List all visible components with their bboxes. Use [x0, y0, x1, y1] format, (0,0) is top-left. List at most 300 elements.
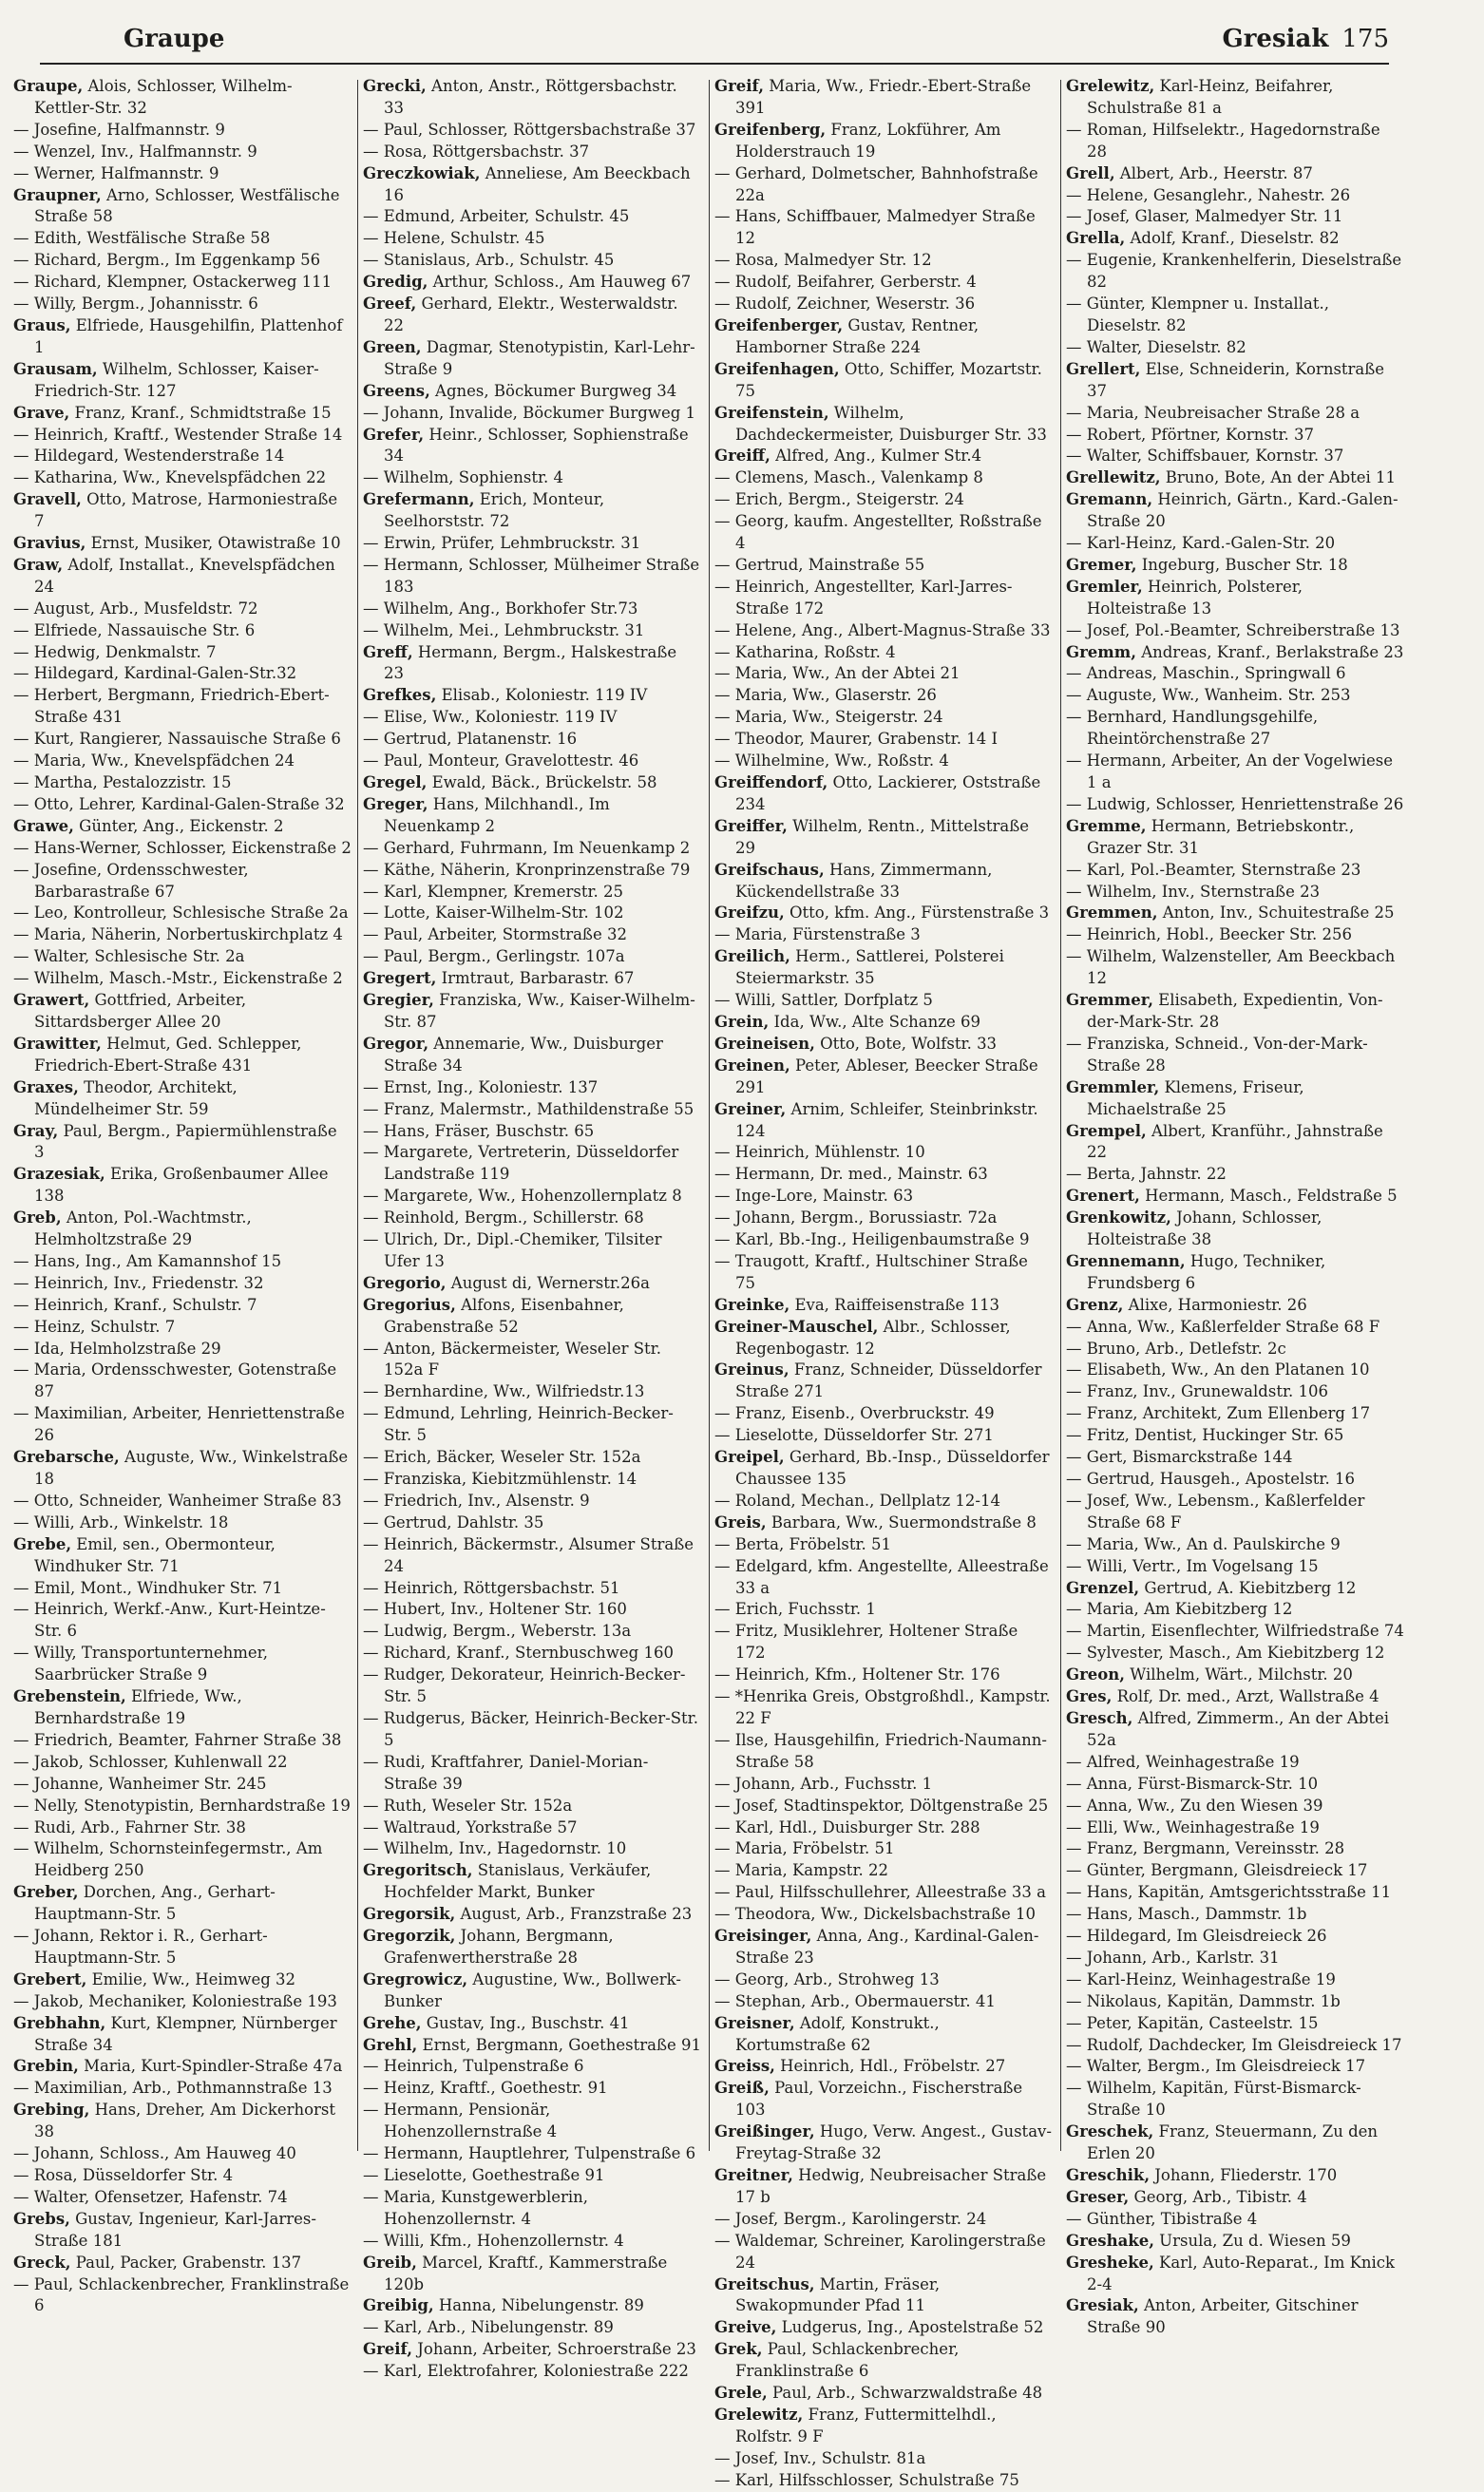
- directory-entry: [363, 1926, 701, 1969]
- entry-details: — Anna, Fürst-Bismarck-Str. 10: [1066, 1774, 1319, 1793]
- directory-entry: [714, 1556, 1053, 1600]
- entry-details: — Heinrich, Mühlenstr. 10: [714, 1143, 925, 1162]
- entry-details: Ida, Ww., Alte Schanze 69: [769, 1012, 980, 1031]
- directory-entry: [363, 882, 701, 904]
- directory-entry: [1066, 1381, 1404, 1403]
- directory-entry: [1066, 751, 1404, 794]
- directory-entry: [1066, 1860, 1404, 1882]
- entry-details: — Maria, Fröbelstr. 51: [714, 1839, 895, 1858]
- entry-details: Emilie, Ww., Heimweg 32: [86, 1969, 296, 1988]
- directory-entry: [1066, 228, 1404, 250]
- directory-entry: [363, 163, 701, 207]
- directory-entry: [363, 707, 701, 729]
- entry-details: — Paul, Arbeiter, Stormstraße 32: [363, 925, 627, 944]
- entry-surname: Gresch,: [1066, 1708, 1133, 1727]
- entry-details: — Karl, Pol.-Beamter, Sternstraße 23: [1066, 860, 1361, 879]
- entry-details: Hedwig, Neubreisacher Straße 17 b: [735, 2166, 1047, 2206]
- entry-details: — Auguste, Ww., Wanheim. Str. 253: [1066, 686, 1351, 705]
- directory-entry: [1066, 1534, 1404, 1556]
- entry-surname: Grausam,: [13, 359, 98, 378]
- entry-surname: Grella,: [1066, 229, 1126, 248]
- entry-details: — Wenzel, Inv., Halfmannstr. 9: [13, 142, 257, 161]
- directory-entry: [13, 2100, 352, 2143]
- entry-surname: Gremm,: [1066, 642, 1136, 661]
- directory-entry: [714, 272, 1053, 294]
- entry-details: — Erich, Bergm., Steigerstr. 24: [714, 490, 964, 509]
- entry-details: Herm., Sattlerei, Polsterei Steiermarkstr. 35: [735, 947, 1004, 988]
- directory-entry: [714, 2013, 1053, 2057]
- entry-details: — Heinrich, Röttgersbachstr. 51: [363, 1578, 620, 1597]
- entry-details: — Peter, Kapitän, Casteelstr. 15: [1066, 2013, 1319, 2032]
- directory-entry: [1066, 1186, 1404, 1208]
- directory-entry: [363, 2317, 701, 2339]
- entry-details: Annemarie, Ww., Duisburger Straße 34: [384, 1034, 663, 1075]
- directory-entry: [1066, 2253, 1404, 2296]
- entry-details: — Rudgerus, Bäcker, Heinrich-Becker-Str. 5: [363, 1708, 698, 1749]
- entry-details: — Maria, Neubreisacher Straße 28 a: [1066, 403, 1360, 422]
- directory-entry: [714, 642, 1053, 664]
- directory-entry: [363, 142, 701, 163]
- directory-entry: [363, 120, 701, 142]
- directory-entry: [1066, 1578, 1404, 1600]
- directory-entry: [714, 751, 1053, 772]
- entry-details: Helmut, Ged. Schlepper, Friedrich-Ebert-Straße 431: [34, 1034, 302, 1075]
- directory-entry: [714, 446, 1053, 467]
- entry-details: — Franziska, Kiebitzmühlenstr. 14: [363, 1470, 637, 1488]
- entry-details: — Hermann, Hauptlehrer, Tulpenstraße 6: [363, 2144, 696, 2163]
- directory-entry: [1066, 2231, 1404, 2253]
- entry-surname: Gres,: [1066, 1687, 1113, 1706]
- entry-details: — Edith, Westfälische Straße 58: [13, 229, 271, 248]
- directory-entry: [363, 1643, 701, 1665]
- entry-details: — Edelgard, kfm. Angestellte, Alleestraße 33 a: [714, 1556, 1049, 1597]
- directory-entry: [13, 1969, 352, 1991]
- header-rule: [40, 63, 1389, 65]
- directory-entry: [1066, 294, 1404, 337]
- directory-entry: [13, 751, 352, 772]
- entry-details: — Rudolf, Dachdecker, Im Gleisdreieck 17: [1066, 2035, 1402, 2054]
- directory-entry: [13, 1273, 352, 1295]
- directory-entry: [13, 1034, 352, 1077]
- entry-details: — Heinrich, Hobl., Beecker Str. 256: [1066, 925, 1353, 944]
- entry-details: Alfons, Eisenbahner, Grabenstraße 52: [384, 1295, 624, 1336]
- directory-entry: [363, 1969, 701, 2013]
- entry-surname: Grebing,: [13, 2101, 90, 2120]
- entry-details: — Josef, Glaser, Malmedyer Str. 11: [1066, 207, 1343, 226]
- directory-entry: [13, 642, 352, 664]
- entry-details: — Karl, Bb.-Ing., Heiligenbaumstraße 9: [714, 1230, 1030, 1249]
- entry-details: Eva, Raiffeisenstraße 113: [790, 1295, 1000, 1314]
- entry-details: Gustav, Ing., Buschstr. 41: [421, 2013, 630, 2032]
- entry-surname: Greiner,: [714, 1099, 787, 1118]
- entry-surname: Gregert,: [363, 969, 437, 988]
- directory-entry: [1066, 1469, 1404, 1491]
- entry-details: Erich, Monteur, Seelhorststr. 72: [384, 490, 605, 531]
- directory-entry: [363, 228, 701, 250]
- directory-entry: [13, 403, 352, 425]
- entry-details: August, Arb., Franzstraße 23: [455, 1905, 693, 1924]
- entry-details: — Rudger, Dekorateur, Heinrich-Becker-Str. 5: [363, 1665, 686, 1706]
- directory-entry: [714, 1447, 1053, 1491]
- entry-details: — Maximilian, Arbeiter, Henriettenstraße 26: [13, 1404, 345, 1445]
- header-last-name: [1223, 25, 1389, 53]
- entry-details: — Elise, Ww., Koloniestr. 119 IV: [363, 708, 618, 727]
- entry-details: — Erich, Fuchsstr. 1: [714, 1600, 876, 1619]
- directory-entry: [363, 1817, 701, 1839]
- entry-details: Hermann, Betriebskontr., Grazer Str. 31: [1087, 816, 1355, 857]
- entry-details: Gottfried, Arbeiter, Sittardsberger Allee 20: [34, 991, 247, 1031]
- entry-surname: Greitner,: [714, 2166, 793, 2184]
- entry-details: — Berta, Jahnstr. 22: [1066, 1165, 1227, 1184]
- entry-details: — Stanislaus, Arb., Schulstr. 45: [363, 251, 615, 270]
- entry-details: Johann, Fliederstr. 170: [1150, 2166, 1338, 2184]
- entry-details: — Lieselotte, Düsseldorfer Str. 271: [714, 1426, 994, 1445]
- directory-entry: [363, 642, 701, 686]
- entry-details: — Margarete, Vertreterin, Düsseldorfer Landstraße 119: [363, 1143, 679, 1184]
- directory-entry: [13, 1447, 352, 1491]
- directory-entry: [363, 1708, 701, 1752]
- directory-entry: [714, 1360, 1053, 1403]
- directory-entry: [1066, 1121, 1404, 1165]
- directory-entry: [363, 2013, 701, 2035]
- entry-details: Heinr., Schlosser, Sophienstraße 34: [384, 425, 689, 466]
- entry-details: Adolf, Kranf., Dieselstr. 82: [1125, 229, 1340, 248]
- entry-details: — Heinz, Kraftf., Goethestr. 91: [363, 2079, 608, 2098]
- entry-surname: Greiffer,: [714, 816, 788, 835]
- directory-entry: [363, 794, 701, 838]
- entry-surname: Greineisen,: [714, 1034, 815, 1053]
- entry-details: Georg, Arb., Tibistr. 4: [1129, 2187, 1307, 2206]
- entry-surname: Grehl,: [363, 2035, 418, 2054]
- entry-details: — Otto, Schneider, Wanheimer Straße 83: [13, 1491, 342, 1510]
- entry-details: — Anna, Ww., Kaßlerfelder Straße 68 F: [1066, 1317, 1380, 1336]
- entry-details: — Rosa, Düsseldorfer Str. 4: [13, 2166, 234, 2184]
- entry-details: Wilhelm, Wärt., Milchstr. 20: [1125, 1665, 1353, 1684]
- entry-details: — Rosa, Röttgersbachstr. 37: [363, 142, 590, 161]
- entry-details: — Traugott, Kraftf., Hultschiner Straße 75: [714, 1251, 1028, 1292]
- directory-entry: [714, 2448, 1053, 2470]
- entry-details: — Kurt, Rangierer, Nassauische Straße 6: [13, 730, 341, 749]
- entry-details: Alfred, Ang., Kulmer Str.4: [770, 447, 982, 466]
- directory-entry: [13, 1534, 352, 1578]
- directory-entry: [714, 2274, 1053, 2318]
- directory-entry: [1066, 1904, 1404, 1926]
- directory-entry: [363, 1447, 701, 1469]
- entry-surname: Gremmer,: [1066, 991, 1153, 1010]
- entry-details: Auguste, Ww., Winkelstraße 18: [34, 1448, 349, 1488]
- entry-details: Paul, Packer, Grabenstr. 137: [70, 2253, 302, 2272]
- entry-details: Franz, Schneider, Düsseldorfer Straße 271: [735, 1360, 1042, 1401]
- entry-surname: Grebert,: [13, 1969, 87, 1988]
- entry-details: Hermann, Masch., Feldstraße 5: [1139, 1187, 1398, 1206]
- entry-details: — Walter, Dieselstr. 82: [1066, 337, 1246, 356]
- directory-entry: [363, 425, 701, 468]
- directory-entry: [714, 1208, 1053, 1229]
- entry-details: — Gertrud, Platanenstr. 16: [363, 730, 578, 749]
- entry-surname: Grebs,: [13, 2209, 70, 2228]
- directory-entry: [714, 1034, 1053, 1056]
- entry-details: — Gerhard, Dolmetscher, Bahnhofstraße 22a: [714, 163, 1038, 204]
- column-4: [1066, 76, 1404, 2337]
- directory-entry: [714, 924, 1053, 946]
- directory-entry: [1066, 577, 1404, 620]
- directory-entry: [714, 1882, 1053, 1904]
- entry-details: — Bruno, Arb., Detlefstr. 2c: [1066, 1339, 1286, 1358]
- entry-surname: Greib,: [363, 2253, 417, 2272]
- entry-details: — Josef, Pol.-Beamter, Schreiberstraße 13: [1066, 620, 1400, 639]
- entry-details: — Elli, Ww., Weinhagestraße 19: [1066, 1817, 1320, 1836]
- directory-entry: [714, 1730, 1053, 1774]
- entry-details: — Franz, Inv., Grunewaldstr. 106: [1066, 1382, 1329, 1401]
- entry-surname: Grehe,: [363, 2013, 422, 2032]
- entry-details: — Martin, Eisenflechter, Wilfriedstraße 74: [1066, 1622, 1404, 1641]
- entry-surname: Gregorio,: [363, 1273, 447, 1292]
- directory-entry: [363, 1229, 701, 1273]
- directory-entry: [1066, 2209, 1404, 2231]
- entry-details: — Gertrud, Hausgeh., Apostelstr. 16: [1066, 1470, 1355, 1488]
- directory-entry: [1066, 1491, 1404, 1534]
- entry-details: — Heinrich, Kfm., Holtener Str. 176: [714, 1665, 1000, 1684]
- directory-entry: [714, 903, 1053, 924]
- entry-surname: Gresheke,: [1066, 2253, 1154, 2272]
- directory-entry: [1066, 359, 1404, 403]
- entry-surname: Greinus,: [714, 1360, 790, 1379]
- directory-entry: [363, 1838, 701, 1860]
- directory-entry: [1066, 185, 1404, 207]
- entry-details: Hermann, Bergm., Halskestraße 23: [384, 642, 677, 683]
- directory-entry: [1066, 446, 1404, 467]
- entry-surname: Grebenstein,: [13, 1687, 126, 1706]
- directory-entry: [714, 816, 1053, 860]
- entry-details: — Johann, Schloss., Am Hauweg 40: [13, 2144, 296, 2163]
- entry-details: Johann, Arbeiter, Schroerstraße 23: [412, 2340, 696, 2359]
- directory-entry: [363, 729, 701, 751]
- entry-surname: Gremme,: [1066, 816, 1147, 835]
- directory-entry: [363, 1621, 701, 1643]
- entry-details: — Jakob, Schlosser, Kuhlenwall 22: [13, 1752, 288, 1771]
- entry-details: Maria, Kurt-Spindler-Straße 47a: [78, 2057, 343, 2076]
- entry-surname: Greif,: [714, 77, 765, 95]
- directory-entry: [363, 1273, 701, 1295]
- entry-surname: Greipel,: [714, 1448, 785, 1467]
- entry-surname: Greifenstein,: [714, 403, 829, 422]
- entry-details: Gustav, Ingenieur, Karl-Jarres-Straße 181: [34, 2209, 316, 2250]
- directory-entry: [714, 707, 1053, 729]
- entry-details: Otto, Matrose, Harmoniestraße 7: [34, 490, 338, 531]
- directory-entry: [714, 1817, 1053, 1839]
- entry-surname: Grelewitz,: [714, 2405, 804, 2424]
- entry-surname: Grawert,: [13, 991, 90, 1010]
- entry-details: — Käthe, Näherin, Kronprinzenstraße 79: [363, 860, 691, 879]
- entry-details: — Rudi, Kraftfahrer, Daniel-Morian-Straße 39: [363, 1752, 649, 1793]
- entry-details: — Leo, Kontrolleur, Schlesische Straße 2a: [13, 904, 349, 923]
- entry-details: — Hermann, Arbeiter, An der Vogelwiese 1 a: [1066, 751, 1393, 791]
- entry-surname: Gregorzik,: [363, 1927, 456, 1946]
- directory-entry: [363, 250, 701, 272]
- entry-details: — Ilse, Hausgehilfin, Friedrich-Naumann-Straße 58: [714, 1730, 1047, 1771]
- directory-entry: [1066, 620, 1404, 642]
- directory-entry: [714, 1599, 1053, 1621]
- entry-details: — Günter, Klempner u. Installat., Dieselstr. 82: [1066, 295, 1329, 334]
- directory-entry: [363, 1860, 701, 1904]
- entry-details: Agnes, Böckumer Burgweg 34: [429, 381, 677, 400]
- entry-surname: Greibig,: [363, 2296, 434, 2315]
- header-first-name: Graupe: [124, 25, 225, 53]
- entry-details: Gertrud, A. Kiebitzberg 12: [1139, 1578, 1357, 1597]
- entry-details: Hugo, Verw. Angest., Gustav-Freytag-Straße 32: [735, 2122, 1052, 2163]
- entry-surname: Gregorius,: [363, 1295, 456, 1314]
- entry-details: Anneliese, Am Beeckbach 16: [384, 163, 691, 204]
- entry-details: Martin, Fräser, Swakopmunder Pfad 11: [735, 2274, 941, 2315]
- entry-surname: Gredig,: [363, 273, 428, 292]
- directory-entry: [13, 2187, 352, 2209]
- directory-entry: [1066, 2165, 1404, 2187]
- directory-entry: [714, 403, 1053, 447]
- entry-details: — Franz, Architekt, Zum Ellenberg 17: [1066, 1404, 1371, 1423]
- entry-surname: Grenz,: [1066, 1295, 1124, 1314]
- directory-entry: [1066, 2187, 1404, 2209]
- directory-entry: [363, 76, 701, 120]
- entry-surname: Gravell,: [13, 490, 82, 509]
- entry-details: — Sylvester, Masch., Am Kiebitzberg 12: [1066, 1644, 1385, 1663]
- entry-surname: Grazesiak,: [13, 1165, 105, 1184]
- entry-details: Alixe, Harmoniestr. 26: [1123, 1295, 1307, 1314]
- entry-details: — Heinrich, Inv., Friedenstr. 32: [13, 1273, 264, 1292]
- entry-details: — Gertrud, Dahlstr. 35: [363, 1512, 544, 1531]
- entry-details: — Günter, Bergmann, Gleisdreieck 17: [1066, 1861, 1368, 1880]
- directory-entry: [714, 1425, 1053, 1447]
- entry-surname: Grave,: [13, 403, 70, 422]
- directory-entry: [714, 1229, 1053, 1251]
- directory-entry: [714, 1774, 1053, 1796]
- entry-surname: Gremler,: [1066, 577, 1143, 596]
- directory-entry: [1066, 663, 1404, 685]
- directory-entry: [363, 1208, 701, 1229]
- directory-entry: [13, 142, 352, 163]
- entry-details: Adolf, Konstrukt., Kortumstraße 62: [735, 2013, 940, 2054]
- directory-entry: [714, 1665, 1053, 1686]
- entry-details: — Gertrud, Mainstraße 55: [714, 555, 925, 574]
- directory-entry: [363, 1752, 701, 1796]
- entry-details: — Lieselotte, Goethestraße 91: [363, 2166, 605, 2184]
- entry-details: — Heinrich, Angestellter, Karl-Jarres-Straße 172: [714, 577, 1013, 618]
- directory-entry: [1066, 1339, 1404, 1360]
- directory-entry: [13, 1121, 352, 1165]
- entry-surname: Grecki,: [363, 77, 427, 95]
- entry-details: — Maximilian, Arb., Pothmannstraße 13: [13, 2079, 333, 2098]
- entry-details: — *Henrika Greis, Obstgroßhdl., Kampstr. 22 F: [714, 1687, 1051, 1727]
- directory-entry: [363, 1578, 701, 1600]
- page-number: 175: [1341, 25, 1389, 53]
- entry-details: — Maria, Ordensschwester, Gotenstraße 87: [13, 1360, 337, 1401]
- directory-entry: [714, 1012, 1053, 1034]
- entry-surname: Greczkowiak,: [363, 163, 481, 182]
- entry-details: — Ulrich, Dr., Dipl.-Chemiker, Tilsiter Ufer 13: [363, 1230, 662, 1270]
- entry-details: — Edmund, Lehrling, Heinrich-Becker-Str. 5: [363, 1404, 674, 1445]
- directory-entry: [1066, 1295, 1404, 1317]
- directory-entry: [13, 1796, 352, 1817]
- entry-details: — Anna, Ww., Zu den Wiesen 39: [1066, 1796, 1323, 1815]
- entry-details: — Johann, Invalide, Böckumer Burgweg 1: [363, 403, 696, 422]
- directory-entry: [714, 1686, 1053, 1730]
- entry-surname: Greiner-Mauschel,: [714, 1317, 879, 1336]
- directory-entry: [13, 924, 352, 946]
- entry-details: Otto, Schiffer, Mozartstr. 75: [735, 359, 1042, 400]
- entry-details: Karl-Heinz, Beifahrer, Schulstraße 81 a: [1087, 77, 1334, 117]
- entry-surname: Greck,: [13, 2253, 71, 2272]
- directory-entry: [714, 990, 1053, 1012]
- entry-details: Ingeburg, Buscher Str. 18: [1136, 555, 1348, 574]
- entry-details: — Inge-Lore, Mainstr. 63: [714, 1187, 914, 1206]
- directory-entry: [363, 751, 701, 772]
- entry-details: — Franz, Bergmann, Vereinsstr. 28: [1066, 1839, 1345, 1858]
- entry-details: — Elisabeth, Ww., An den Platanen 10: [1066, 1360, 1370, 1379]
- entry-surname: Greif,: [363, 2340, 413, 2359]
- entry-details: — Maria, Kunstgewerblerin, Hohenzollernstr. 4: [363, 2187, 589, 2228]
- entry-details: Peter, Ableser, Beecker Straße 291: [735, 1056, 1038, 1096]
- directory-entry: [363, 1121, 701, 1143]
- directory-entry: [1066, 1403, 1404, 1425]
- directory-entry: [13, 1251, 352, 1273]
- directory-entry: [1066, 467, 1404, 489]
- directory-entry: [13, 425, 352, 447]
- entry-details: Johann, Schlosser, Holteistraße 38: [1087, 1208, 1322, 1249]
- entry-surname: Greser,: [1066, 2187, 1130, 2206]
- directory-entry: [1066, 990, 1404, 1034]
- directory-entry: [13, 555, 352, 599]
- directory-entry: [1066, 2035, 1404, 2057]
- directory-entry: [1066, 1164, 1404, 1186]
- entry-details: — Hubert, Inv., Holtener Str. 160: [363, 1600, 627, 1619]
- directory-entry: [1066, 2013, 1404, 2035]
- directory-entry: [1066, 1796, 1404, 1817]
- entry-details: — Waldemar, Schreiner, Karolingerstraße 24: [714, 2231, 1046, 2272]
- entry-details: — Maria, Ww., An d. Paulskirche 9: [1066, 1534, 1341, 1553]
- directory-entry: [1066, 1948, 1404, 1969]
- directory-entry: [714, 1186, 1053, 1208]
- entry-details: — Nikolaus, Kapitän, Dammstr. 1b: [1066, 1991, 1341, 2010]
- directory-entry: [714, 2231, 1053, 2274]
- entry-surname: Greifenberg,: [714, 120, 827, 139]
- directory-entry: [1066, 1034, 1404, 1077]
- entry-details: — Rudolf, Beifahrer, Gerberstr. 4: [714, 273, 977, 292]
- entry-surname: Grawitter,: [13, 1034, 102, 1053]
- entry-details: — Lotte, Kaiser-Wilhelm-Str. 102: [363, 904, 624, 923]
- directory-entry: [1066, 489, 1404, 533]
- directory-entry: [13, 1686, 352, 1730]
- directory-entry: [714, 685, 1053, 707]
- entry-details: — Fritz, Dentist, Huckinger Str. 65: [1066, 1426, 1344, 1445]
- directory-entry: [363, 1034, 701, 1077]
- entry-details: Alois, Schlosser, Wilhelm-Kettler-Str. 32: [34, 77, 293, 117]
- entry-details: — Rudi, Arb., Fahrner Str. 38: [13, 1817, 246, 1836]
- directory-entry: [1066, 642, 1404, 664]
- entry-details: Otto, kfm. Ang., Fürstenstraße 3: [784, 904, 1050, 923]
- directory-entry: [1066, 250, 1404, 294]
- entry-details: — Anton, Bäckermeister, Weseler Str. 152a F: [363, 1339, 661, 1379]
- entry-details: — Theodor, Maurer, Grabenstr. 14 I: [714, 730, 998, 749]
- directory-entry: [714, 663, 1053, 685]
- entry-details: Alfred, Zimmerm., An der Abtei 52a: [1087, 1708, 1390, 1749]
- entry-details: — Hermann, Dr. med., Mainstr. 63: [714, 1165, 988, 1184]
- entry-details: — Friedrich, Beamter, Fahrner Straße 38: [13, 1730, 342, 1749]
- entry-details: — Werner, Halfmannstr. 9: [13, 163, 219, 182]
- entry-details: Klemens, Friseur, Michaelstraße 25: [1087, 1077, 1304, 1118]
- entry-surname: Green,: [363, 337, 422, 356]
- entry-details: Bruno, Bote, An der Abtei 11: [1160, 468, 1397, 487]
- entry-details: Barbara, Ww., Suermondstraße 8: [766, 1512, 1037, 1531]
- entry-details: — Karl, Arb., Nibelungenstr. 89: [363, 2318, 614, 2337]
